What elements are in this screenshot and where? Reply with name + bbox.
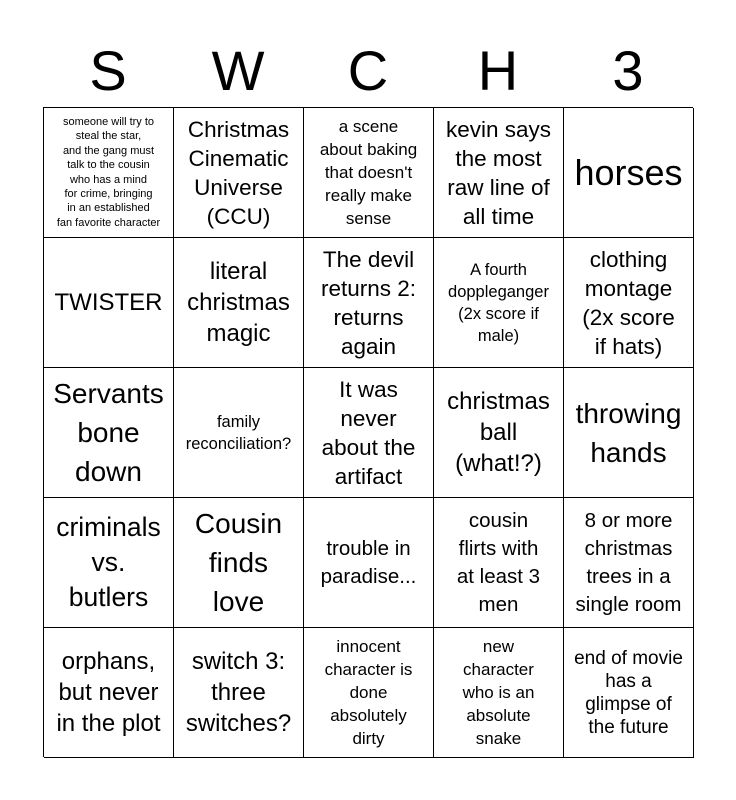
cell-text: someone will try to steal the star, and the gang must talk to the cousin who has a mind for crime, bringing in an established fan favorite character [56, 115, 161, 229]
bingo-cell-r1c1[interactable] [44, 108, 174, 238]
header-letter-s: S [89, 39, 127, 102]
cell-text: It was never about the artifact [321, 376, 416, 489]
cell-text: criminals vs. butlers [56, 512, 161, 612]
cell-text: Cousin finds love [194, 508, 283, 617]
cell-text: The devil returns 2: returns again [320, 246, 417, 359]
bingo-cell-r5c2[interactable] [174, 628, 304, 758]
bingo-cell-r4c1[interactable] [44, 498, 174, 628]
cell-text: clothing montage (2x score if hats) [582, 246, 675, 359]
bingo-cell-r3c2[interactable] [174, 368, 304, 498]
bingo-grid [43, 107, 693, 757]
cell-text: kevin says the most raw line of all time [445, 116, 552, 229]
bingo-cell-r3c5[interactable] [564, 368, 694, 498]
bingo-cell-r2c1[interactable] [44, 238, 174, 368]
bingo-cell-r4c4[interactable] [434, 498, 564, 628]
bingo-cell-r4c3[interactable] [304, 498, 434, 628]
bingo-cell-r3c4[interactable] [434, 368, 564, 498]
cell-text: horses [574, 151, 683, 193]
bingo-cell-r1c2[interactable] [174, 108, 304, 238]
cell-text: cousin flirts with at least 3 men [456, 508, 541, 616]
bingo-cell-r5c1[interactable] [44, 628, 174, 758]
cell-text: Christmas Cinematic Universe (CCU) [187, 116, 290, 229]
bingo-header [43, 40, 693, 102]
bingo-cell-r1c5[interactable] [564, 108, 694, 238]
cell-text: literal christmas magic [187, 258, 290, 347]
header-letter-h: H [477, 39, 519, 102]
cell-text: A fourth doppleganger (2x score if male) [448, 260, 549, 345]
cell-text: a scene about baking that doesn't really make sense [319, 117, 418, 228]
bingo-cell-r5c3[interactable] [304, 628, 434, 758]
cell-text: 8 or more christmas trees in a single room [575, 508, 682, 616]
header-letter-c: C [347, 39, 389, 102]
cell-text: throwing hands [575, 397, 682, 468]
bingo-cell-r5c5[interactable] [564, 628, 694, 758]
cell-text: innocent character is done absolutely dirty [324, 637, 413, 748]
bingo-cell-r2c3[interactable] [304, 238, 434, 368]
bingo-cell-r4c5[interactable] [564, 498, 694, 628]
bingo-cell-r2c4[interactable] [434, 238, 564, 368]
cell-text: switch 3: three switches? [185, 648, 292, 737]
bingo-cell-r2c5[interactable] [564, 238, 694, 368]
bingo-cell-r4c2[interactable] [174, 498, 304, 628]
cell-text: end of movie has a glimpse of the future [574, 647, 683, 738]
header-letter-w: W [211, 39, 265, 102]
bingo-cell-r3c3[interactable] [304, 368, 434, 498]
cell-text: TWISTER [54, 289, 163, 316]
bingo-cell-r5c4[interactable] [434, 628, 564, 758]
bingo-cell-r2c2[interactable] [174, 238, 304, 368]
cell-text: family reconciliation? [185, 412, 292, 453]
bingo-cell-r3c1[interactable] [44, 368, 174, 498]
cell-text: orphans, but never in the plot [56, 648, 161, 737]
header-letter-3: 3 [612, 39, 644, 102]
bingo-cell-r1c3[interactable] [304, 108, 434, 238]
cell-text: new character who is an absolute snake [462, 637, 535, 748]
cell-text: christmas ball (what!?) [447, 388, 550, 477]
cell-text: trouble in paradise... [320, 536, 417, 588]
bingo-cell-r1c4[interactable] [434, 108, 564, 238]
cell-text: Servants bone down [53, 378, 164, 487]
